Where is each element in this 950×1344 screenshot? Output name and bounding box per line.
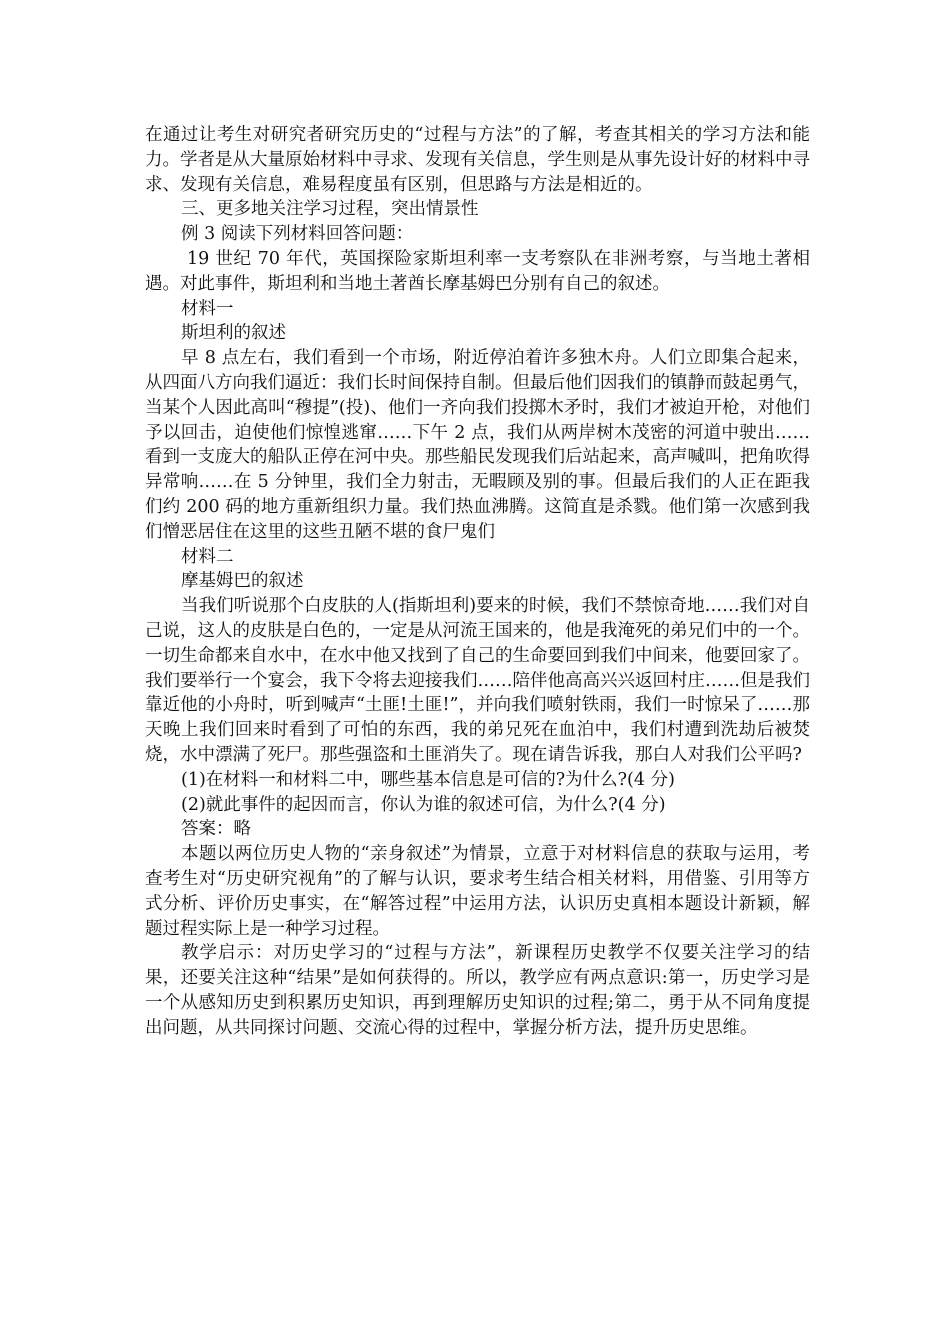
document-body bbox=[145, 123, 810, 1040]
section-heading-3: 三、更多地关注学习过程，突出情景性 bbox=[181, 199, 479, 220]
material-1-text: 早 8 点左右，我们看到一个市场，附近停泊着许多独木舟。人们立即集合起来，从四面八方向我们逼近：我们长时间保持自制。但最后他们因我们的镇静而鼓起勇气，当某个人因此高叫“穆提”(投)、他们一齐向我们投掷木矛时，我们才被迫开枪，对他们予以回击，迫使他们惊惶逃窜……下午 2 点，我们从两岸树木茂密的河道中驶出……看到一支庞大的船队正停在河中央。那些船民发现我们后站起来，高声喊叫，把角吹得异常响……在 5 分钟里，我们全力射击，无暇顾及别的事。但最后我们的人正在距我们约 200 码的地方重新组织力量。我们热血沸腾。这简直是杀戮。他们第一次感到我们憎恶居住在这里的这些丑陋不堪的食尸鬼们 bbox=[145, 348, 810, 542]
teaching-insight-paragraph: 教学启示：对历史学习的“过程与方法”，新课程历史教学不仅要关注学习的结果，还要关注这种“结果”是如何获得的。所以，教学应有两点意识:第一，历史学习是一个从感知历史到积累历史知识，再到理解历史知识的过程;第二，勇于从不同角度提出问题，从共同探讨问题、交流心得的过程中，掌握分析方法，提升历史思维。 bbox=[145, 943, 810, 1038]
background-paragraph: 19 世纪 70 年代，英国探险家斯坦利率一支考察队在非洲考察，与当地土著相遇。对此事件，斯坦利和当地土著酋长摩基姆巴分别有自己的叙述。 bbox=[145, 248, 810, 294]
analysis-paragraph: 本题以两位历史人物的“亲身叙述”为情景，立意于对材料信息的获取与运用，考查考生对“历史研究视角”的了解与认识，要求考生结合相关材料，用借鉴、引用等方式分析、评价历史事实，在“解答过程”中运用方法，认识历史真相本题设计新颖，解题过程实际上是一种学习过程。 bbox=[145, 844, 810, 939]
question-1: (1)在材料一和材料二中，哪些基本信息是可信的?为什么?(4 分) bbox=[181, 769, 675, 790]
intro-paragraph: 在通过让考生对研究者研究历史的“过程与方法”的了解，考查其相关的学习方法和能力。学者是从大量原始材料中寻求、发现有关信息，学生则是从事先设计好的材料中寻求、发现有关信息，难易程度虽有区别，但思路与方法是相近的。 bbox=[145, 125, 810, 195]
question-2: (2)就此事件的起因而言，你认为谁的叙述可信，为什么?(4 分) bbox=[181, 794, 666, 815]
material-1-label: 材料一 bbox=[181, 298, 234, 319]
answer-line: 答案：略 bbox=[181, 819, 251, 840]
material-2-text: 当我们听说那个白皮肤的人(指斯坦利)要来的时候，我们不禁惊奇地……我们对自己说，这人的皮肤是白色的，一定是从河流王国来的，他是我淹死的弟兄们中的一个。一切生命都来自水中，在水中他又找到了自己的生命要回到我们中间来，他要回家了。我们要举行一个宴会，我下令将去迎接我们……陪伴他高高兴兴返回村庄……但是我们靠近他的小舟时，听到喊声“土匪!土匪!”，并向我们喷射铁雨，我们一时惊呆了……那天晚上我们回来时看到了可怕的东西，我的弟兄死在血泊中，我们村遭到洗劫后被焚烧，水中漂满了死尸。那些强盗和土匪消失了。现在请告诉我，那白人对我们公平吗? bbox=[145, 596, 810, 765]
example-3-prompt: 例 3 阅读下列材料回答问题： bbox=[181, 224, 414, 245]
material-1-title: 斯坦利的叙述 bbox=[181, 323, 286, 344]
material-2-title: 摩基姆巴的叙述 bbox=[181, 571, 304, 592]
material-2-label: 材料二 bbox=[181, 546, 234, 567]
